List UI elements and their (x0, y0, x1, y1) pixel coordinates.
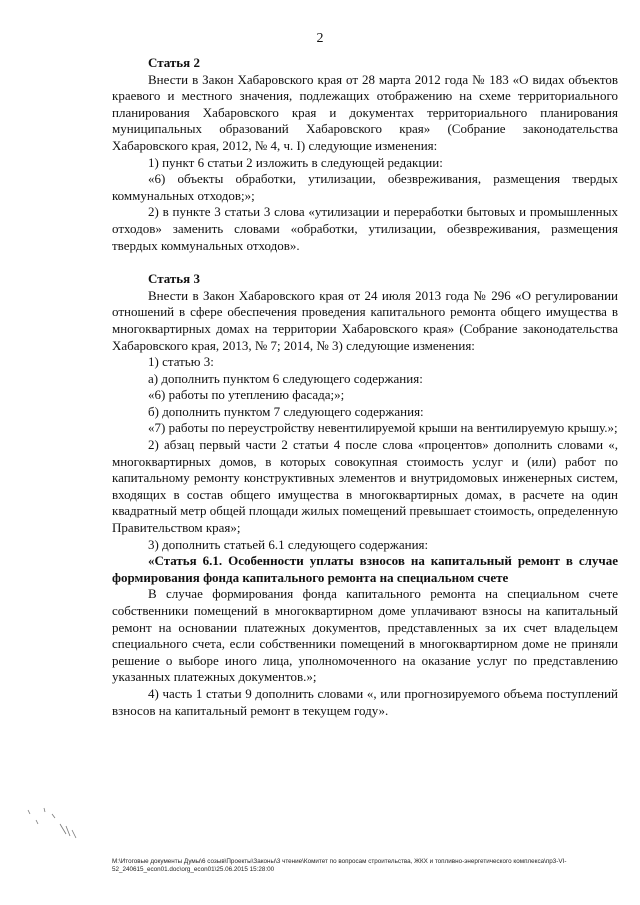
new-article-6-1-text: В случае формирования фонда капитального ремонта на специальном счете собственники помещений в многоквартирном доме уплачивают взносы на капитальный ремонт на основании платежных документов, представленных за их счет владельцем специального счета, если собственники помещений в многоквартирном доме не приняли решение о выборе иного лица, уполномоченного на оказание услуг по представлению указанных платежных документов.»; (112, 586, 618, 685)
article-3-intro: Внести в Закон Хабаровского края от 24 июля 2013 года № 296 «О регулировании отношений в сфере обеспечения проведения капитального ремонта общего имущества в многоквартирных домах на территории Хабаровского края» (Собрание законодательства Хабаровского края, 2013, № 7; 2014, № 3) следующие изменения: (112, 287, 618, 353)
article-3-item-1a: а) дополнить пунктом 6 следующего содержания: (148, 370, 423, 386)
scan-marks-decoration (22, 800, 102, 850)
article-2-heading: Статья 2 (148, 55, 200, 70)
article-2-item-1-text: «6) объекты обработки, утилизации, обезвреживания, размещения твердых коммунальных отходов;»; (112, 171, 618, 203)
article-2-item-1: 1) пункт 6 статьи 2 изложить в следующей редакции: (148, 154, 443, 170)
article-2-intro: Внести в Закон Хабаровского края от 28 марта 2012 года № 183 «О видах объектов краевого и местного значения, подлежащих отображению на схеме территориального планирования Хабаровского края и документах территориального планирования муниципальных образований Хабаровского края» (Собрание законодательства Хабаровского края, 2012, № 4, ч. I) следующие изменения: (112, 71, 618, 153)
article-3-item-1b-text: «7) работы по переустройству невентилируемой крыши на вентилируемую крышу.»; (148, 420, 618, 436)
article-3-item-1b: б) дополнить пунктом 7 следующего содержания: (148, 403, 424, 419)
new-article-6-1-title: «Статья 6.1. Особенности уплаты взносов на капитальный ремонт в случае формирования фонда капитального ремонта на специальном счете (112, 553, 618, 585)
article-3-item-3: 3) дополнить статьей 6.1 следующего содержания: (148, 536, 429, 552)
file-path-footer: M:\Итоговые документы Думы\6 созыв\Проекты\Законы\3 чтение\Комитет по вопросам строительства, ЖКХ и топливно-энергетического комплекса\пр3-VI-52_240615_econ01.doc\org_econ01\25.06.2015 15:28:00 (112, 858, 567, 873)
section-spacer (112, 254, 618, 271)
article-3-heading: Статья 3 (148, 271, 200, 287)
article-3-item-1: 1) статью 3: (148, 354, 214, 370)
document-body (112, 55, 618, 719)
article-2-item-2: 2) в пункте 3 статьи 3 слова «утилизации и переработки бытовых и промышленных отходов» заменить словами «обработки, утилизации, обезвреживания, размещения твердых коммунальных отходов». (112, 204, 618, 253)
article-3-item-2: 2) абзац первый части 2 статьи 4 после слова «процентов» дополнить словами «, многоквартирных домов, в которых совокупная стоимость услуг и (или) работ по капитальному ремонту конструктивных элементов и внутридомовых инженерных систем, входящих в состав общего имущества в многоквартирных домах, в расчете на один квадратный метр общей площади жилых помещений превышает стоимость, определенную Правительством края»; (112, 437, 619, 536)
article-3-item-1a-text: «6) работы по утеплению фасада;»; (148, 387, 345, 403)
article-3-item-4: 4) часть 1 статьи 9 дополнить словами «, или прогнозируемого объема поступлений взносов на капитальный ремонт в текущем году». (112, 685, 618, 718)
page-number: 2 (316, 31, 324, 46)
